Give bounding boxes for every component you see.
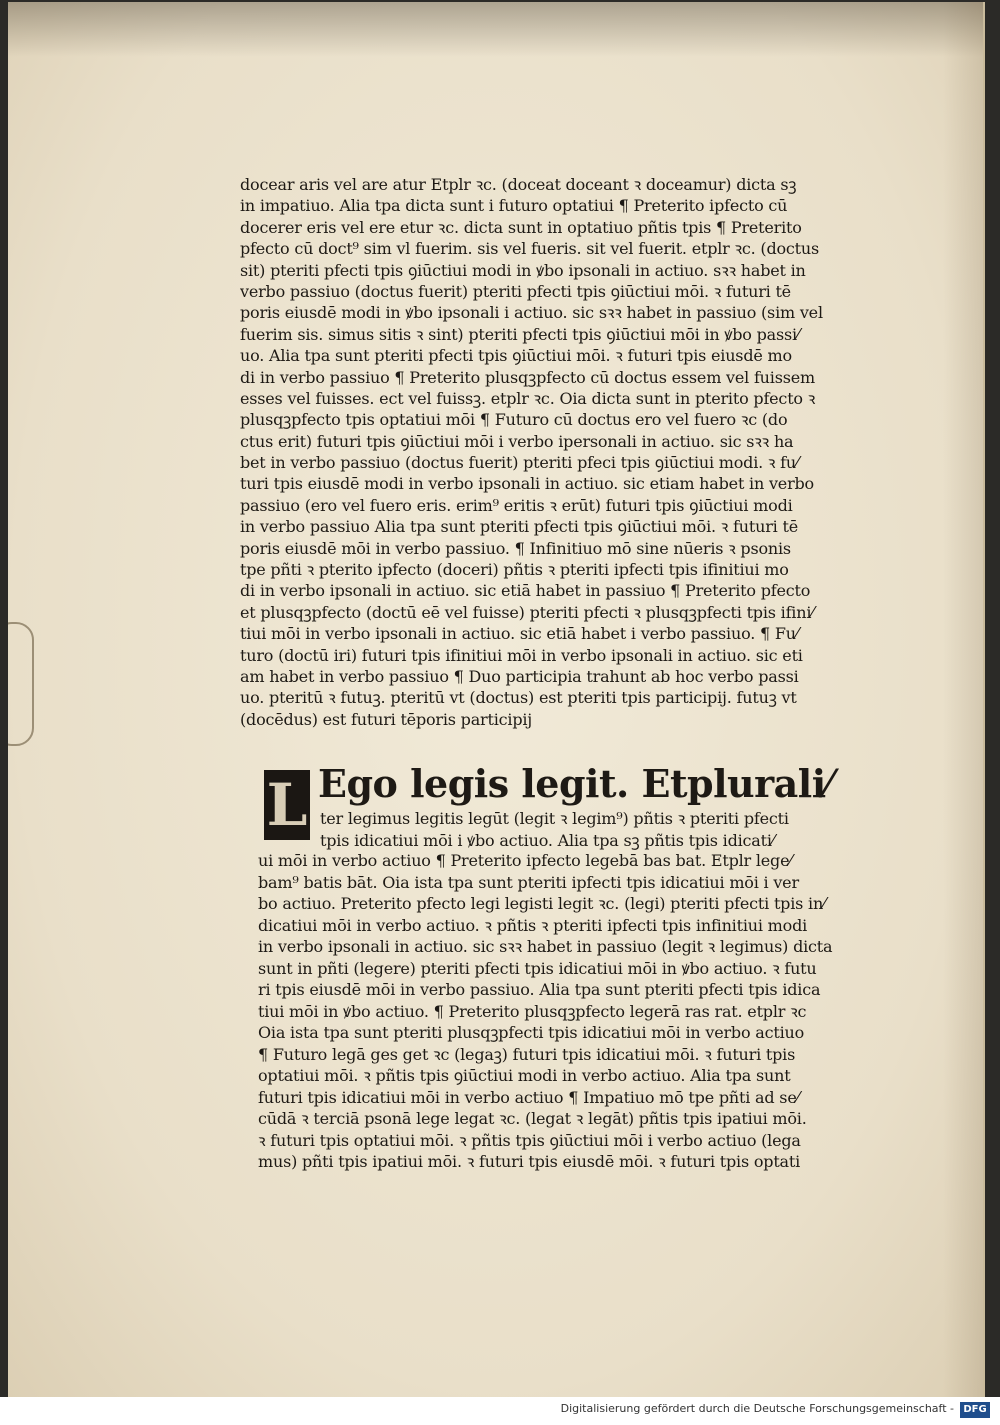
text-line: cūdā ꝛ terciā psonā lege legat ꝛc. (legat ꝛ legāt) pñtis tpis ipatiui mōi. <box>258 1109 807 1128</box>
text-line: ui mōi in verbo actiuo ¶ Preterito ipfecto legebā bas bat. Etplr lege⁄ <box>258 851 792 870</box>
main-text-block <box>240 174 860 730</box>
text-line: ter legimus legitis legūt (legit ꝛ legim⁹) pñtis ꝛ pteriti pfecti <box>320 809 789 828</box>
text-line: mus) pñti tpis ipatiui mōi. ꝛ futuri tpis eiusdē mōi. ꝛ futuri tpis optati <box>258 1152 801 1171</box>
footer-credit: Digitalisierung gefördert durch die Deutsche Forschungsgemeinschaft - <box>560 1402 954 1415</box>
text-line: tpis idicatiui mōi i ꝟbo actiuo. Alia tpa sꝫ pñtis tpis idicati⁄ <box>320 830 775 850</box>
page-top-shadow <box>8 2 983 57</box>
text-line: fuerim sis. simus sitis ꝛ sint) pteriti pfecti tpis ꝯiūctiui mōi in ꝟbo passi⁄ <box>240 324 800 344</box>
page-edge-shadow <box>943 2 983 1397</box>
text-line: docerer eris vel ere etur ꝛc. dicta sunt in optatiuo pñtis tpis ¶ Preterito <box>240 217 802 237</box>
text-line: poris eiusdē modi in ꝟbo ipsonali i actiuo. sic sꝛꝛ habet in passiuo (sim vel <box>240 303 823 323</box>
text-line: turi tpis eiusdē modi in verbo ipsonali in actiuo. sic etiam habet in verbo <box>240 474 814 494</box>
text-line: verbo passiuo (doctus fuerit) pteriti pfecti tpis ꝯiūctiui mōi. ꝛ futuri tē <box>240 281 791 301</box>
text-line: uo. Alia tpa sunt pteriti pfecti tpis ꝯiūctiui mōi. ꝛ futuri tpis eiusdē mo <box>240 346 792 366</box>
text-line: di in verbo ipsonali in actiuo. sic etiā habet in passiuo ¶ Preterito pfecto <box>240 581 811 601</box>
text-line: passiuo (ero vel fuero eris. erim⁹ eritis ꝛ erūt) futuri tpis ꝯiūctiui modi <box>240 495 793 515</box>
text-line: di in verbo passiuo ¶ Preterito plusqꝫpfecto cū doctus essem vel fuissem <box>240 367 815 387</box>
text-line: esses vel fuisses. ect vel fuissꝫ. etplr ꝛc. Oia dicta sunt in pterito pfecto ꝛ <box>240 388 816 408</box>
text-line: tiui mōi in verbo ipsonali in actiuo. sic etiā habet i verbo passiuo. ¶ Fu⁄ <box>240 624 799 644</box>
text-line: tpe pñti ꝛ pterito ipfecto (doceri) pñtis ꝛ pteriti ipfecti tpis ifinitiui mo <box>240 560 789 580</box>
text-line: uo. pteritū ꝛ futuꝫ. pteritū vt (doctus) est pteriti tpis participij. futuꝫ vt <box>240 688 797 708</box>
text-line: dicatiui mōi in verbo actiuo. ꝛ pñtis ꝛ pteriti ipfecti tpis infinitiui modi <box>258 915 808 935</box>
text-line: docear aris vel are atur Etplr ꝛc. (doceat doceant ꝛ doceamur) dicta sꝫ <box>240 175 797 194</box>
text-line: poris eiusdē mōi in verbo passiuo. ¶ Infinitiuo mō sine nūeris ꝛ psonis <box>240 538 791 558</box>
text-line: bet in verbo passiuo (doctus fuerit) pteriti pfeci tpis ꝯiūctiui modi. ꝛ fu⁄ <box>240 453 799 473</box>
text-line: Oia ista tpa sunt pteriti plusqꝫpfecti tpis idicatiui mōi in verbo actiuo <box>258 1023 805 1042</box>
text-line: ri tpis eiusdē mōi in verbo passiuo. Alia tpa sunt pteriti pfecti tpis idica <box>258 980 821 999</box>
text-line: et plusqꝫpfecto (doctū eē vel fuisse) pteriti pfecti ꝛ plusqꝫpfecti tpis ifini⁄ <box>240 602 814 622</box>
text-line: ctus erit) futuri tpis ꝯiūctiui mōi i verbo ipersonali in actiuo. sic sꝛꝛ ha <box>240 431 794 451</box>
text-line: turo (doctū iri) futuri tpis ifinitiui mōi in verbo ipsonali in actiuo. sic eti <box>240 645 803 665</box>
text-line: bam⁹ batis bāt. Oia ista tpa sunt pteriti ipfecti tpis idicatiui mōi i ver <box>258 872 799 892</box>
text-line: sit) pteriti pfecti tpis ꝯiūctiui modi in ꝟbo ipsonali in actiuo. sꝛꝛ habet in <box>240 260 806 280</box>
text-line: ꝛ futuri tpis optatiui mōi. ꝛ pñtis tpis ꝯiūctiui mōi i verbo actiuo (lega <box>258 1130 801 1150</box>
digitization-footer <box>0 1397 1000 1425</box>
text-line: plusqꝫpfecto tpis optatiui mōi ¶ Futuro cū doctus ero vel fuero ꝛc (do <box>240 410 788 430</box>
decorated-initial: L <box>264 770 310 840</box>
text-line: tiui mōi in ꝟbo actiuo. ¶ Preterito plusqꝫpfecto legerā ras rat. etplr ꝛc <box>258 1001 807 1021</box>
text-line: optatiui mōi. ꝛ pñtis tpis ꝯiūctiui modi in verbo actiuo. Alia tpa sunt <box>258 1066 791 1085</box>
text-line: (docēdus) est futuri tēporis participij <box>240 709 533 729</box>
section-body <box>258 850 878 1173</box>
text-line: in impatiuo. Alia tpa dicta sunt i futuro optatiui ¶ Preterito ipfecto cū <box>240 196 788 216</box>
text-line: pfecto cū doct⁹ sim vl fuerim. sis vel fueris. sit vel fuerit. etplr ꝛc. (doctus <box>240 239 820 259</box>
text-line: in verbo ipsonali in actiuo. sic sꝛꝛ habet in passiuo (legit ꝛ legimus) dicta <box>258 937 833 956</box>
dfg-logo: DFG <box>960 1402 990 1418</box>
text-line: am habet in verbo passiuo ¶ Duo participia trahunt ab hoc verbo passi <box>240 666 799 686</box>
book-page <box>8 2 985 1397</box>
text-line: ¶ Futuro legā ges get ꝛc (legaꝫ) futuri tpis idicatiui mōi. ꝛ futuri tpis <box>258 1044 796 1064</box>
heading-continuation <box>320 808 860 851</box>
text-line: in verbo passiuo Alia tpa sunt pteriti pfecti tpis ꝯiūctiui mōi. ꝛ futuri tē <box>240 517 798 537</box>
section-heading: Ego legis legit. Etplurali⁄ <box>318 761 832 806</box>
text-line: futuri tpis idicatiui mōi in verbo actiuo ¶ Impatiuo mō tpe pñti ad se⁄ <box>258 1087 800 1107</box>
text-line: sunt in pñti (legere) pteriti pfecti tpis idicatiui mōi in ꝟbo actiuo. ꝛ futu <box>258 958 817 978</box>
binding-clip <box>8 622 34 746</box>
text-line: bo actiuo. Preterito pfecto legi legisti legit ꝛc. (legi) pteriti pfecti tpis in⁄ <box>258 894 826 913</box>
